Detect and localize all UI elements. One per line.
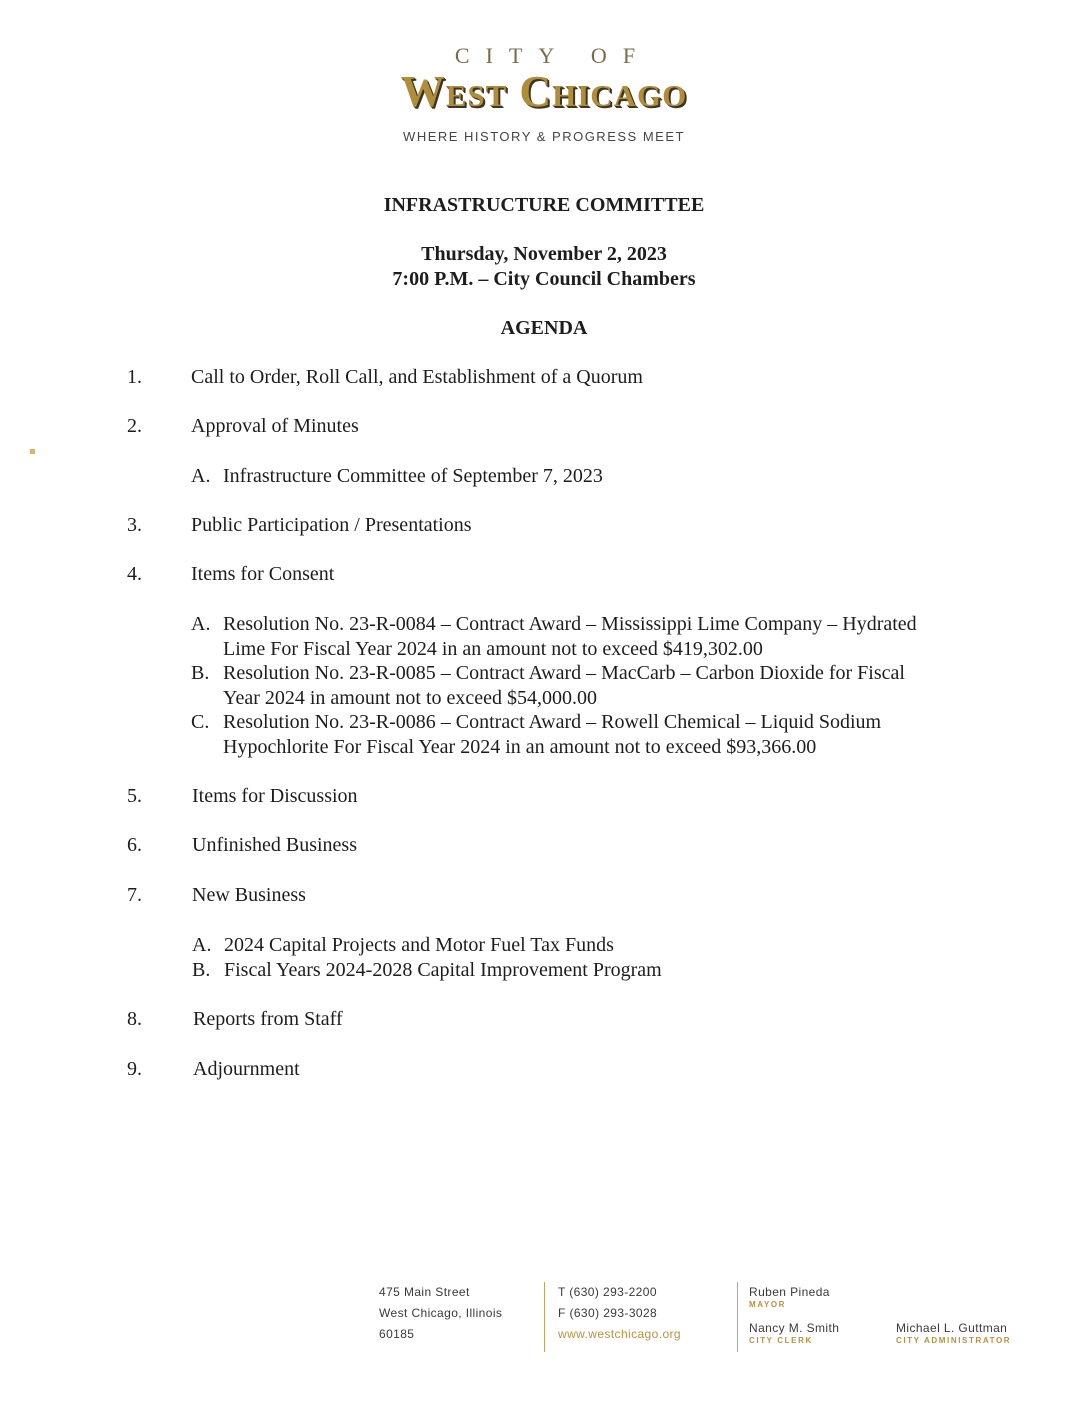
agenda-item-number: 9. xyxy=(127,1058,142,1080)
committee-title: INFRASTRUCTURE COMMITTEE xyxy=(383,194,705,216)
agenda-item-number: 5. xyxy=(127,785,142,807)
administrator-role: CITY ADMINISTRATOR xyxy=(896,1336,1012,1345)
agenda-item-text: Reports from Staff xyxy=(193,1008,343,1030)
agenda-subitem xyxy=(191,661,905,711)
subitem-letter: A. xyxy=(192,934,212,956)
agenda-item-text: Unfinished Business xyxy=(192,834,357,856)
agenda-item-number: 2. xyxy=(127,415,142,437)
footer-administrator xyxy=(896,1320,1011,1346)
agenda-item-number: 6. xyxy=(127,834,142,856)
agenda-item-number: 1. xyxy=(127,366,142,388)
agenda-item-number: 7. xyxy=(127,884,142,906)
fax-number: F (630) 293-3028 xyxy=(558,1306,658,1320)
subitem-letter: B. xyxy=(191,662,210,684)
agenda-item-text: Adjournment xyxy=(193,1058,300,1080)
subitem-letter: C. xyxy=(191,711,210,733)
agenda-subitem xyxy=(191,612,917,662)
subitem-text-cont: Lime For Fiscal Year 2024 in an amount not to exceed $419,302.00 xyxy=(223,638,763,660)
agenda-item-text: Items for Consent xyxy=(191,563,335,585)
clerk-name: Nancy M. Smith xyxy=(749,1321,840,1335)
logo-tagline: WHERE HISTORY & PROGRESS MEET xyxy=(403,129,685,144)
subitem-letter: B. xyxy=(192,959,211,981)
address-zip: 60185 xyxy=(379,1327,415,1341)
agenda-title: AGENDA xyxy=(500,317,588,339)
footer-divider xyxy=(544,1282,545,1352)
subitem-text-cont: Year 2024 in amount not to exceed $54,000.00 xyxy=(223,687,598,709)
meeting-time-place: 7:00 P.M. – City Council Chambers xyxy=(392,268,696,290)
logo-city-of: CITY OF xyxy=(454,43,652,68)
agenda-subitem xyxy=(192,958,662,983)
footer-contact xyxy=(558,1282,681,1345)
footer-divider xyxy=(737,1282,738,1352)
agenda-subitem xyxy=(192,933,614,958)
subitem-text-cont: Hypochlorite For Fiscal Year 2024 in an amount not to exceed $93,366.00 xyxy=(223,736,817,758)
subitem-text: Resolution No. 23-R-0085 – Contract Award – MacCarb – Carbon Dioxide for Fiscal xyxy=(223,662,905,684)
subitem-letter: A. xyxy=(191,465,211,487)
footer-mayor xyxy=(749,1284,830,1310)
agenda-item-number: 3. xyxy=(127,514,142,536)
scan-mark xyxy=(30,449,35,454)
subitem-text: Infrastructure Committee of September 7, 2023 xyxy=(223,465,603,487)
agenda-subitem xyxy=(191,710,881,760)
meeting-date: Thursday, November 2, 2023 xyxy=(421,243,667,265)
agenda-item-number: 8. xyxy=(127,1008,142,1030)
website-link[interactable]: www.westchicago.org xyxy=(558,1327,681,1341)
logo-city-name: West Chicago xyxy=(400,67,688,116)
footer-address xyxy=(379,1282,502,1345)
subitem-text: Resolution No. 23-R-0084 – Contract Award – Mississippi Lime Company – Hydrated xyxy=(223,613,917,635)
agenda-item-text: Approval of Minutes xyxy=(191,415,359,437)
agenda-item-number: 4. xyxy=(127,563,142,585)
agenda-item-text: Call to Order, Roll Call, and Establishment of a Quorum xyxy=(191,366,643,388)
address-street: 475 Main Street xyxy=(379,1285,470,1299)
agenda-item-text: Items for Discussion xyxy=(192,785,358,807)
address-city: West Chicago, Illinois xyxy=(379,1306,503,1320)
mayor-role: MAYOR xyxy=(749,1300,787,1309)
agenda-item-text: Public Participation / Presentations xyxy=(191,514,472,536)
clerk-role: CITY CLERK xyxy=(749,1336,813,1345)
footer-clerk xyxy=(749,1320,839,1346)
subitem-text: 2024 Capital Projects and Motor Fuel Tax Funds xyxy=(224,934,614,956)
subitem-letter: A. xyxy=(191,613,211,635)
mayor-name: Ruben Pineda xyxy=(749,1285,830,1299)
phone-number: T (630) 293-2200 xyxy=(558,1285,657,1299)
subitem-text: Resolution No. 23-R-0086 – Contract Award – Rowell Chemical – Liquid Sodium xyxy=(223,711,882,733)
administrator-name: Michael L. Guttman xyxy=(896,1321,1008,1335)
agenda-item-text: New Business xyxy=(192,884,306,906)
subitem-text: Fiscal Years 2024-2028 Capital Improvement Program xyxy=(224,959,662,981)
agenda-subitem xyxy=(191,464,603,489)
